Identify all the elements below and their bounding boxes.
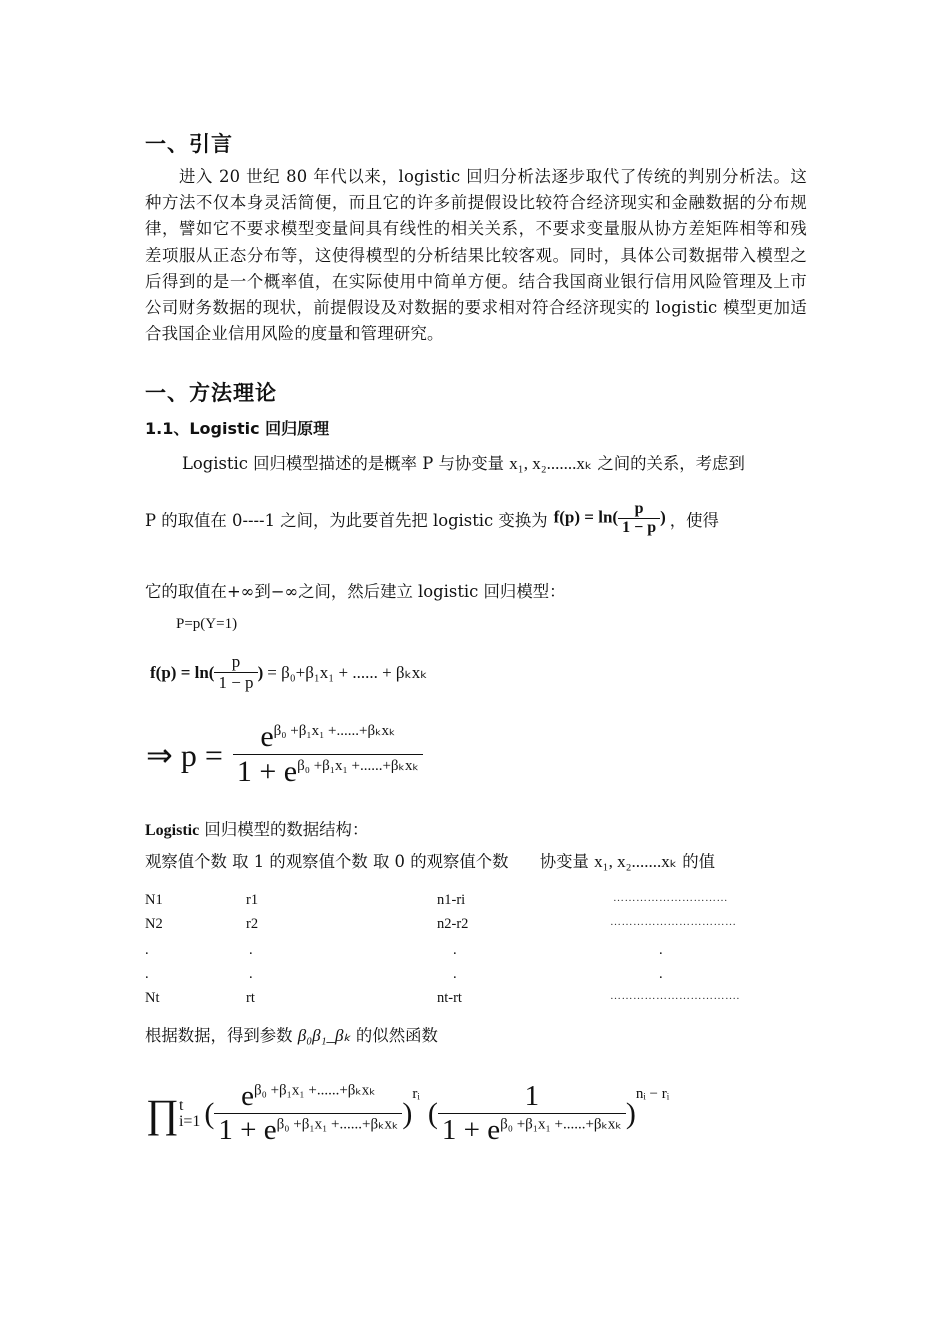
table-row: . . . . (145, 966, 663, 982)
model-description-line: Logistic 回归模型描述的是概率 P 与协变量 x₁, x₂.......xₖ 之间的关系，考虑到 (182, 454, 745, 473)
logit-formula-inline: f(p) = ln( $\frac{p}{1 - p}$ ) (553, 500, 666, 536)
intro-paragraph: 进入 20 世纪 80 年代以来，logistic 回归分析法逐步取代了传统的判别分析法。这种方法不仅本身灵活简便，而且它的许多前提假设比较符合经济现实和金融数据的分布规律，譬如它不要求模型变量间具有线性的相关关系，不要求变量服从协方差矩阵相等和残差项服从正态分布等，这使得模型的分析结果比较客观。同时，具体公司数据带入模型之后得到的是一个概率值，在实际使用中简单方便。结合我国商业银行信用风险管理及上市公司财务数据的现状，前提假设及对数据的要求相对符合经济现实的 logistic 模型更加适合我国企业信用风险的度量和管理研究。 (145, 167, 807, 344)
table-row: . . . . (145, 942, 663, 958)
range-line: 它的取值在+∞到−∞之间，然后建立 logistic 回归模型： (145, 582, 566, 601)
table-row: Nt rt nt-rt ……………………………. (145, 990, 740, 1006)
method-heading: 一、方法理论 (145, 381, 277, 405)
covariates-symbol: x₁, x₂.......xₖ (509, 454, 593, 473)
probability-equation: ⇒ p = $\frac{e^{\beta_0 +\beta_1x_1 +......+\beta_kx_k}}{1 + e^{\beta_0 +\beta_1x_1 +......+\beta_kx_k}}$ (146, 720, 423, 789)
data-table (145, 892, 805, 1014)
data-structure-label: Logistic 回归模型的数据结构： (145, 820, 369, 839)
table-row: N1 r1 n1-ri ………………………… (145, 892, 728, 908)
intro-heading: 一、引言 (145, 132, 233, 156)
likelihood-function: ∏ t i=1 ( $\frac{e^{\beta_0 +\beta_1x_1 +......+\beta_kx_k}}{1 + e^{\beta_0 +\beta_1x_1 +......+\beta_kx_k}}$ ) rᵢ ( $\frac{1}{1 + e^{\beta_0 +\beta_1x_1 +......+\beta_kx_k}}$ ) nᵢ − rᵢ (146, 1080, 670, 1146)
table-row: N2 r2 n2-r2 …………………………… (145, 916, 737, 932)
probability-definition: P=p(Y=1) (176, 616, 238, 632)
logistic-regression-equation: f(p) = ln( $\frac{p}{1 - p}$ ) = β₀+β₁x₁ + ...... + βₖxₖ (150, 652, 428, 692)
p-range-line: P 的取值在 0----1 之间，为此要首先把 logistic 变换为 f(p) = ln( $\frac{p}{1 - p}$ ) ，使得 (145, 500, 719, 536)
table-column-labels: 观察值个数 取 1 的观察值个数 取 0 的观察值个数 协变量 x₁, x₂.......xₖ 的值 (145, 852, 715, 871)
likelihood-label: 根据数据，得到参数 β₀β₁_βₖ 的似然函数 (145, 1026, 438, 1045)
subsection-heading: 1.1、Logistic 回归原理 (145, 419, 330, 438)
